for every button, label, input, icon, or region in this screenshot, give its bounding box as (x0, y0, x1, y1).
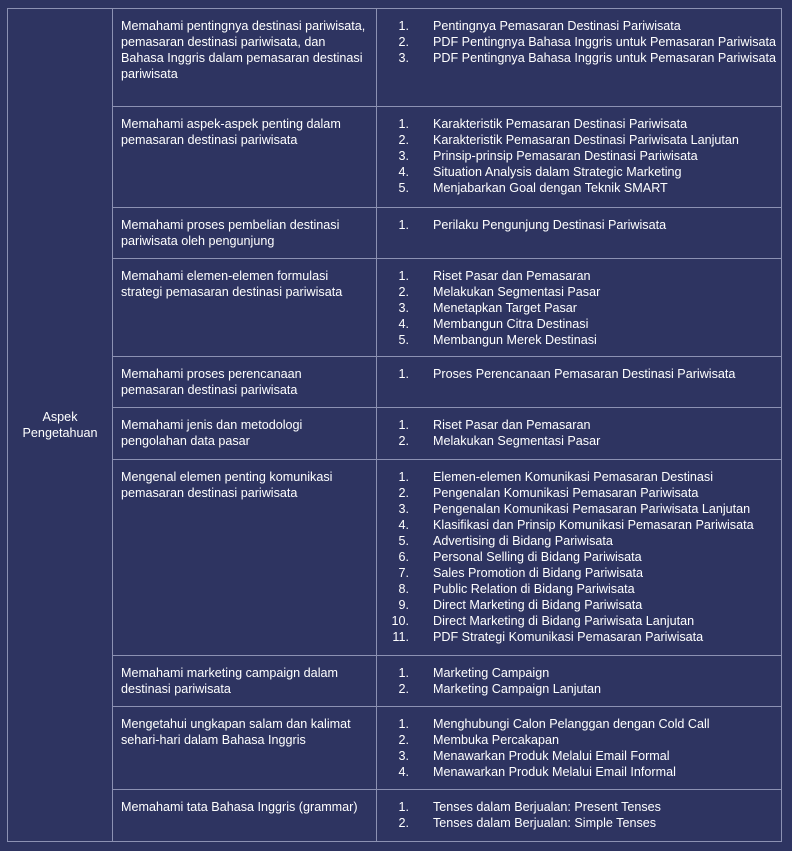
objective-text: Memahami pentingnya destinasi pariwisata, pemasaran destinasi pariwisata, dan Bahasa Inggris dalam pemasaran destinasi pariwisata (121, 19, 366, 81)
table-row (8, 9, 782, 107)
materials-list (381, 217, 777, 233)
list-item-text: Direct Marketing di Bidang Pariwisata (433, 598, 643, 612)
list-number: 5. (398, 534, 409, 548)
list-item-text: Situation Analysis dalam Strategic Marketing (433, 165, 682, 179)
objective-cell (113, 460, 377, 656)
list-item (381, 665, 777, 681)
objective-text: Memahami proses perencanaan pemasaran destinasi pariwisata (121, 367, 302, 397)
objective-text: Mengetahui ungkapan salam dan kalimat sehari-hari dalam Bahasa Inggris (121, 717, 351, 747)
table-row (8, 790, 782, 842)
objective-cell (113, 107, 377, 208)
list-item (381, 217, 777, 233)
list-item-text: Public Relation di Bidang Pariwisata (433, 582, 635, 596)
materials-cell (377, 790, 782, 842)
category-cell (8, 9, 113, 842)
list-number: 2. (398, 35, 409, 49)
list-item (381, 366, 777, 382)
list-item-text: Prinsip-prinsip Pemasaran Destinasi Pariwisata (433, 149, 698, 163)
list-number: 1. (398, 800, 409, 814)
list-item (381, 148, 777, 164)
objective-text: Memahami aspek-aspek penting dalam pemasaran destinasi pariwisata (121, 117, 341, 147)
list-item (381, 485, 777, 501)
materials-cell (377, 259, 782, 357)
list-item-text: PDF Pentingnya Bahasa Inggris untuk Pemasaran Pariwisata (433, 51, 777, 65)
list-item (381, 284, 777, 300)
list-number: 1. (398, 666, 409, 680)
objective-cell (113, 259, 377, 357)
materials-cell (377, 208, 782, 259)
materials-list (381, 268, 777, 348)
list-item (381, 681, 777, 697)
list-number: 2. (398, 486, 409, 500)
objective-cell (113, 357, 377, 408)
list-item-text: Marketing Campaign (433, 666, 550, 680)
list-item (381, 764, 777, 780)
materials-cell (377, 707, 782, 790)
list-item (381, 316, 777, 332)
list-number: 11. (392, 630, 409, 644)
list-item (381, 549, 777, 565)
list-number: 1. (398, 269, 409, 283)
materials-list (381, 799, 777, 831)
list-number: 5. (398, 333, 409, 347)
list-number: 10. (391, 614, 409, 628)
list-item-text: Marketing Campaign Lanjutan (433, 682, 602, 696)
table-row (8, 259, 782, 357)
list-item (381, 501, 777, 517)
list-item-text: Menetapkan Target Pasar (433, 301, 577, 315)
list-item-text: Melakukan Segmentasi Pasar (433, 434, 601, 448)
list-item-text: PDF Pentingnya Bahasa Inggris untuk Pemasaran Pariwisata (433, 35, 777, 49)
materials-list (381, 366, 777, 382)
list-item (381, 116, 777, 132)
materials-list (381, 716, 777, 780)
materials-cell (377, 9, 782, 107)
list-number: 3. (398, 51, 409, 65)
list-item-text: Menghubungi Calon Pelanggan dengan Cold Call (433, 717, 710, 731)
list-number: 3. (398, 749, 409, 763)
objective-text: Memahami elemen-elemen formulasi strategi pemasaran destinasi pariwisata (121, 269, 343, 299)
materials-cell (377, 460, 782, 656)
curriculum-table (7, 8, 782, 842)
objective-cell (113, 9, 377, 107)
list-item-text: Personal Selling di Bidang Pariwisata (433, 550, 642, 564)
list-number: 4. (398, 765, 409, 779)
list-number: 3. (398, 149, 409, 163)
list-number: 4. (398, 165, 409, 179)
list-number: 8. (398, 582, 409, 596)
materials-cell (377, 408, 782, 460)
materials-cell (377, 357, 782, 408)
list-number: 3. (398, 502, 409, 516)
list-item-text: Riset Pasar dan Pemasaran (433, 269, 591, 283)
list-item-text: Membangun Citra Destinasi (433, 317, 589, 331)
list-item-text: Karakteristik Pemasaran Destinasi Pariwisata (433, 117, 688, 131)
list-number: 5. (398, 181, 409, 195)
objective-text: Memahami tata Bahasa Inggris (grammar) (121, 800, 358, 814)
list-item-text: Menawarkan Produk Melalui Email Informal (433, 765, 676, 779)
list-item-text: Perilaku Pengunjung Destinasi Pariwisata (433, 218, 667, 232)
objective-text: Memahami proses pembelian destinasi pariwisata oleh pengunjung (121, 218, 340, 248)
list-item (381, 815, 777, 831)
objective-cell (113, 790, 377, 842)
category-label: Aspek (42, 410, 78, 424)
list-item-text: Tenses dalam Berjualan: Simple Tenses (433, 816, 657, 830)
list-number: 7. (398, 566, 409, 580)
table-row (8, 707, 782, 790)
list-item (381, 748, 777, 764)
list-item-text: Direct Marketing di Bidang Pariwisata Lanjutan (433, 614, 695, 628)
list-item-text: Pengenalan Komunikasi Pemasaran Pariwisata Lanjutan (433, 502, 751, 516)
list-number: 4. (398, 518, 409, 532)
list-item (381, 629, 777, 645)
list-item (381, 180, 777, 196)
list-item (381, 417, 777, 433)
list-number: 9. (398, 598, 409, 612)
list-item (381, 533, 777, 549)
list-item-text: Elemen-elemen Komunikasi Pemasaran Destinasi (433, 470, 713, 484)
table-row (8, 357, 782, 408)
list-item-text: Klasifikasi dan Prinsip Komunikasi Pemasaran Pariwisata (433, 518, 754, 532)
list-number: 1. (398, 470, 409, 484)
list-item-text: Karakteristik Pemasaran Destinasi Pariwisata Lanjutan (433, 133, 739, 147)
list-item-text: Riset Pasar dan Pemasaran (433, 418, 591, 432)
list-number: 2. (398, 682, 409, 696)
materials-cell (377, 656, 782, 707)
materials-list (381, 417, 777, 449)
list-item-text: Membangun Merek Destinasi (433, 333, 597, 347)
list-item-text: Melakukan Segmentasi Pasar (433, 285, 601, 299)
list-item (381, 613, 777, 629)
list-item-text: Sales Promotion di Bidang Pariwisata (433, 566, 644, 580)
list-number: 3. (398, 301, 409, 315)
list-item (381, 732, 777, 748)
list-number: 1. (398, 717, 409, 731)
category-label: Pengetahuan (22, 426, 98, 440)
objective-cell (113, 408, 377, 460)
materials-cell (377, 107, 782, 208)
list-item (381, 332, 777, 348)
list-number: 2. (398, 133, 409, 147)
materials-list (381, 665, 777, 697)
list-item (381, 469, 777, 485)
list-item-text: Menjabarkan Goal dengan Teknik SMART (433, 181, 668, 195)
list-number: 6. (398, 550, 409, 564)
materials-list (381, 18, 777, 66)
list-number: 4. (398, 317, 409, 331)
objective-text: Memahami jenis dan metodologi pengolahan data pasar (121, 418, 303, 448)
list-number: 2. (398, 285, 409, 299)
list-item (381, 517, 777, 533)
list-number: 1. (398, 218, 409, 232)
list-item (381, 268, 777, 284)
table-row (8, 656, 782, 707)
list-item-text: Membuka Percakapan (433, 733, 560, 747)
table-row (8, 208, 782, 259)
list-item (381, 433, 777, 449)
objective-cell (113, 656, 377, 707)
list-item (381, 581, 777, 597)
table-row (8, 107, 782, 208)
list-item (381, 716, 777, 732)
list-item-text: Menawarkan Produk Melalui Email Formal (433, 749, 670, 763)
list-number: 1. (398, 117, 409, 131)
list-item (381, 565, 777, 581)
list-item-text: Pengenalan Komunikasi Pemasaran Pariwisata (433, 486, 699, 500)
list-number: 1. (398, 418, 409, 432)
table-row (8, 408, 782, 460)
materials-list (381, 469, 777, 645)
objective-cell (113, 707, 377, 790)
list-item-text: PDF Strategi Komunikasi Pemasaran Pariwisata (433, 630, 704, 644)
objective-cell (113, 208, 377, 259)
materials-list (381, 116, 777, 196)
list-item (381, 597, 777, 613)
table-row (8, 460, 782, 656)
list-item (381, 50, 777, 66)
list-item-text: Advertising di Bidang Pariwisata (433, 534, 613, 548)
list-number: 1. (398, 367, 409, 381)
list-number: 2. (398, 434, 409, 448)
objective-text: Memahami marketing campaign dalam destinasi pariwisata (121, 666, 338, 696)
list-item (381, 164, 777, 180)
list-item (381, 132, 777, 148)
list-item (381, 300, 777, 316)
objective-text: Mengenal elemen penting komunikasi pemasaran destinasi pariwisata (121, 470, 333, 500)
list-item (381, 18, 777, 34)
list-number: 2. (398, 816, 409, 830)
list-item (381, 799, 777, 815)
list-number: 1. (398, 19, 409, 33)
list-item-text: Proses Perencanaan Pemasaran Destinasi Pariwisata (433, 367, 736, 381)
list-number: 2. (398, 733, 409, 747)
list-item-text: Pentingnya Pemasaran Destinasi Pariwisata (433, 19, 681, 33)
list-item (381, 34, 777, 50)
list-item-text: Tenses dalam Berjualan: Present Tenses (433, 800, 661, 814)
